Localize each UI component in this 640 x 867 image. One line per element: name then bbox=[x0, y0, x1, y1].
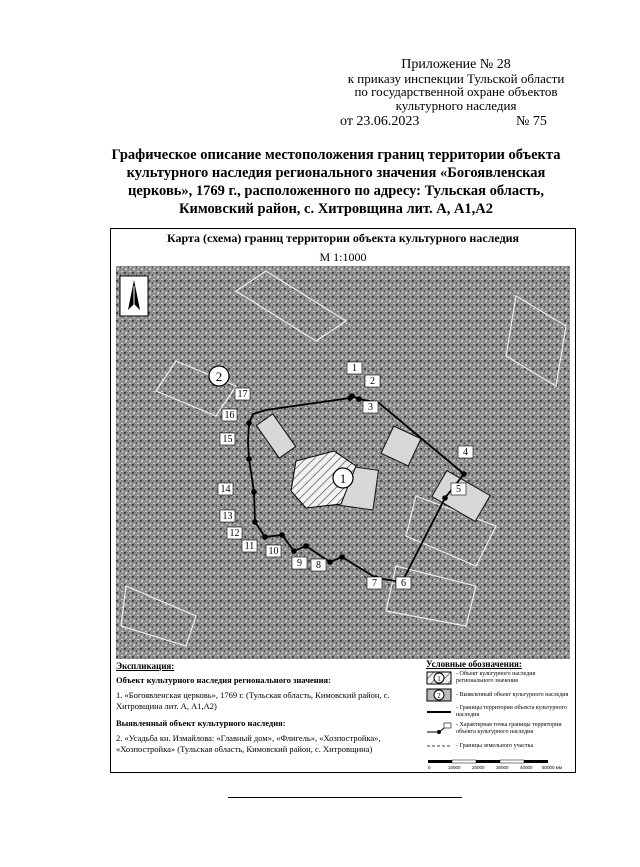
boundary-point-2 bbox=[349, 393, 355, 399]
map-scale: М 1:1000 bbox=[319, 250, 367, 264]
legend-row-4 bbox=[426, 722, 572, 736]
boundary-point-17 bbox=[246, 420, 252, 426]
map-caption: Карта (схема) границ территории объекта культурного наследия bbox=[166, 231, 520, 245]
legend-label-5: - Границы земельного участка bbox=[456, 742, 534, 749]
legend-label-4: - Характерная точка границы территории объекта культурного наследия bbox=[456, 722, 562, 735]
scalebar-tick-5: 50000 мм bbox=[542, 765, 562, 770]
boundary-point-11 bbox=[291, 548, 297, 554]
svg-text:2: 2 bbox=[437, 692, 441, 700]
scalebar-tick-4: 40000 bbox=[520, 765, 533, 770]
object-marker-2-label: 2 bbox=[215, 369, 223, 384]
boundary-point-15 bbox=[251, 489, 257, 495]
boundary-point-label-12: 12 bbox=[229, 528, 240, 539]
scalebar-tick-0: 0 bbox=[428, 765, 431, 770]
object-marker-1-label: 1 bbox=[339, 471, 347, 486]
north-arrow-icon bbox=[120, 276, 148, 316]
boundary-point-label-13: 13 bbox=[222, 511, 233, 522]
legend-scalebar bbox=[426, 758, 572, 776]
boundary-point-label-15: 15 bbox=[222, 434, 233, 445]
boundary-point-14 bbox=[252, 519, 258, 525]
order-number: № 75 bbox=[516, 114, 547, 129]
legend-row-5 bbox=[426, 739, 572, 753]
boundary-point-label-9: 9 bbox=[297, 558, 302, 569]
legend-label-1: - Объект культурного наследия регионального значения bbox=[456, 671, 536, 684]
svg-text:1: 1 bbox=[437, 675, 441, 683]
scalebar-tick-2: 20000 bbox=[472, 765, 485, 770]
explication-section-2: Выявленный объект культурного наследия: bbox=[116, 718, 286, 728]
explication-heading: Экспликация: bbox=[116, 661, 175, 671]
boundary-point-12 bbox=[279, 532, 285, 538]
boundary-point-label-7: 7 bbox=[372, 578, 377, 589]
legend-label-2: - Выявленный объект культурного наследия bbox=[456, 691, 569, 698]
legend-heading: Условные обозначения: bbox=[426, 659, 522, 669]
explication-item-2: 2. «Усадьба кн. Измайлова: «Главный дом», «Флигель», «Хозпостройка», «Хозпостройка» (Тульская область, Кимовский район, с. Хитровщина) bbox=[116, 733, 381, 754]
boundary-point-5 bbox=[442, 495, 448, 501]
boundary-point-3 bbox=[356, 396, 362, 402]
boundary-point-label-5: 5 bbox=[456, 484, 461, 495]
legend-point-icon bbox=[426, 722, 452, 736]
legend-label-3: - Границы территории объекта культурного наследия bbox=[456, 705, 567, 718]
explication-section-1: Объект культурного наследия регионального значения: bbox=[116, 675, 331, 685]
order-date: от 23.06.2023 bbox=[340, 114, 420, 129]
boundary-point-label-2: 2 bbox=[370, 376, 375, 387]
boundary-point-9 bbox=[327, 559, 333, 565]
bottom-rule bbox=[228, 797, 462, 798]
explication-item-1: 1. «Богоявленская церковь», 1769 г. (Тульская область, Кимовский район, с. Хитровщина лит. А, А1,А2) bbox=[116, 690, 390, 711]
boundary-point-label-6: 6 bbox=[401, 578, 406, 589]
boundary-point-label-17: 17 bbox=[237, 389, 248, 400]
document-title: Графическое описание местоположения границ территории объекта культурного наследия регионального значения «Богоявленская церковь», 1769 г., расположенного по адресу: Тульская область, Кимовский район, с. Хитровщина лит. А, А1,А2 bbox=[111, 147, 561, 217]
explication bbox=[116, 661, 416, 755]
legend-row-2 bbox=[426, 688, 572, 702]
boundary-point-label-10: 10 bbox=[268, 546, 279, 557]
legend-parcel-line-icon bbox=[426, 739, 452, 753]
appendix-number: Приложение № 28 bbox=[401, 57, 511, 72]
legend-row-3 bbox=[426, 705, 572, 719]
order-line-3: культурного наследия bbox=[395, 97, 517, 113]
boundary-point-10 bbox=[303, 543, 309, 549]
scalebar-tick-3: 30000 bbox=[496, 765, 509, 770]
scalebar-tick-1: 10000 bbox=[448, 765, 461, 770]
boundary-point-label-11: 11 bbox=[244, 541, 255, 552]
boundary-point-label-1: 1 bbox=[352, 363, 357, 374]
boundary-point-13 bbox=[262, 534, 268, 540]
legend bbox=[426, 661, 572, 776]
boundary-point-label-16: 16 bbox=[224, 410, 235, 421]
boundary-point-16 bbox=[246, 456, 252, 462]
legend-row-1 bbox=[426, 671, 572, 685]
boundary-point-label-8: 8 bbox=[316, 560, 321, 571]
boundary-point-4 bbox=[461, 471, 467, 477]
map-scheme bbox=[116, 266, 570, 659]
order-line-2: по государственной охране объектов bbox=[354, 84, 558, 99]
boundary-point-label-3: 3 bbox=[368, 402, 373, 413]
boundary-point-8 bbox=[339, 554, 345, 560]
legend-circle-icon bbox=[426, 688, 452, 702]
boundary-point-label-4: 4 bbox=[463, 447, 468, 458]
legend-hatched-circle-icon bbox=[426, 671, 452, 685]
order-line-1: к приказу инспекции Тульской области bbox=[347, 70, 565, 86]
legend-boundary-line-icon bbox=[426, 705, 452, 719]
boundary-point-label-14: 14 bbox=[220, 484, 231, 495]
appendix-block bbox=[325, 58, 587, 112]
